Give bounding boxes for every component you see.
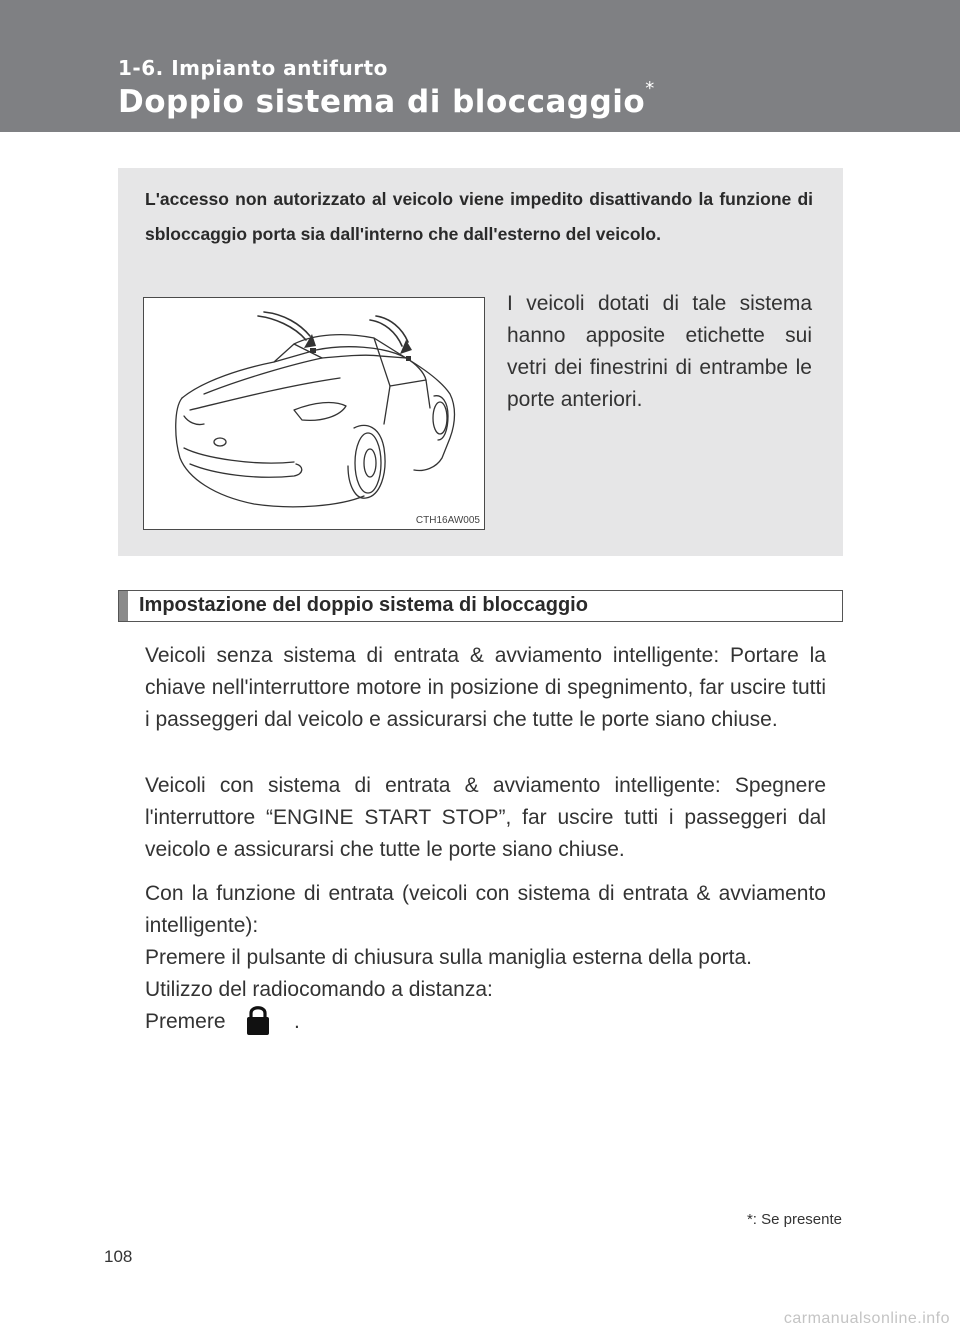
page-title-text: Doppio sistema di bloccaggio: [118, 84, 646, 120]
footnote: *: Se presente: [746, 1211, 842, 1228]
page-number: 108: [104, 1247, 133, 1266]
instruction-press: [145, 1006, 226, 1038]
intro-text: L'accesso non autorizzato al veicolo viene impedito disattivando la funzione di sbloccaggio porta sia dall'interno che dall'esterno del veicolo.: [145, 189, 813, 244]
figure-code: CTH16AW005: [415, 515, 480, 526]
instruction-remote-heading: Utilizzo del radiocomando a distanza:: [145, 978, 493, 1001]
paragraph-entry-function: Con la funzione di entrata (veicoli con sistema di entrata & avviamento intelligente):: [145, 882, 826, 937]
subheading-accent: [119, 591, 128, 621]
subheading-title: Impostazione del doppio sistema di bloccaggio: [139, 594, 588, 616]
paragraph-with-smart-entry: Veicoli con sistema di entrata & avviamento intelligente: Spegnere l'interruttore “ENGINE START STOP”, far uscire tutti i passeggeri dal veicolo e assicurarsi che tutte le porte siano chiuse.: [145, 774, 826, 861]
press-label: Premere: [145, 1010, 226, 1033]
page-title: [118, 78, 655, 120]
instruction-door-handle: Premere il pulsante di chiusura sulla maniglia esterna della porta.: [145, 946, 752, 969]
figure-caption: I veicoli dotati di tale sistema hanno apposite etichette sui vetri dei finestrini di entrambe le porte anteriori.: [507, 292, 812, 411]
watermark: carmanualsonline.info: [783, 1310, 950, 1327]
car-illustration: [143, 297, 485, 530]
availability-mark: *: [645, 78, 655, 99]
subheading-bar: [118, 590, 843, 622]
paragraph-without-smart-entry: Veicoli senza sistema di entrata & avviamento intelligente: Portare la chiave nell'interruttore motore in posizione di spegnimento, far uscire tutti i passeggeri dal veicolo e assicurarsi che tutte le porte siano chiuse.: [145, 644, 826, 731]
section-label: 1-6. Impianto antifurto: [118, 56, 388, 80]
press-period: .: [294, 1010, 300, 1033]
car-drawing: [144, 298, 484, 529]
lock-icon: [240, 1000, 276, 1040]
